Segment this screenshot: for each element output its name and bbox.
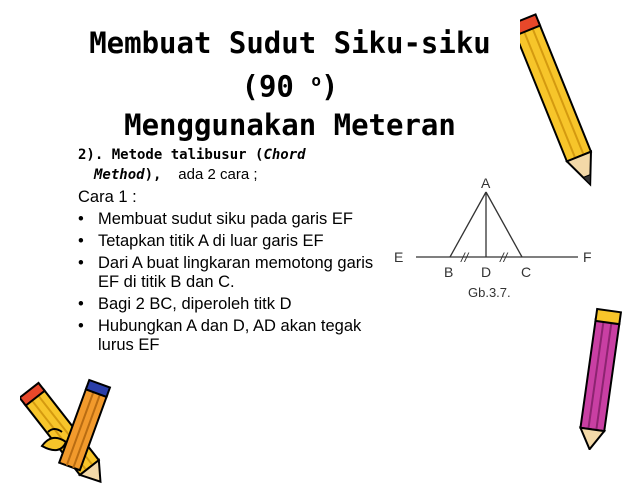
cara-label: Cara 1 :: [78, 188, 137, 206]
title-degree-symbol: o: [311, 71, 322, 90]
list-item: [78, 210, 378, 229]
list-item: [78, 317, 378, 355]
list-item: [78, 254, 378, 292]
list-item-text: Hubungkan A dan D, AD akan tegak lurus EF: [98, 317, 362, 354]
list-item: [78, 232, 378, 251]
method-name-italic-2: Method: [94, 167, 145, 183]
method-count: ada 2 cara ;: [178, 166, 258, 183]
method-heading: [78, 146, 378, 165]
list-item-text: Membuat sudut siku pada garis EF: [98, 210, 353, 228]
method-number: 2). Metode talibusur (: [78, 147, 264, 163]
label-a: A: [481, 175, 491, 191]
method-heading-line-2: [78, 165, 378, 185]
pencil-top-right-icon: [520, 12, 600, 202]
bullet-marker: •: [78, 210, 84, 228]
segment-ac: [486, 192, 522, 257]
figure-caption: Gb.3.7.: [468, 285, 511, 300]
steps-list: [78, 210, 378, 355]
pencil-bottom-right-icon: [570, 300, 630, 450]
bullet-marker: •: [78, 295, 84, 313]
method-name-italic-1: Chord: [263, 147, 306, 163]
bullet-marker: •: [78, 254, 84, 272]
segment-ab: [450, 192, 486, 257]
list-item: [78, 295, 378, 314]
label-c: C: [521, 264, 532, 280]
title-angle-value: (90: [241, 69, 294, 104]
label-e: E: [394, 249, 404, 265]
title-line-3: Menggunakan Meteran: [124, 107, 456, 142]
method-name-close: ),: [144, 167, 162, 183]
label-f: F: [583, 249, 592, 265]
title-line-1: Membuat Sudut Siku-siku: [89, 26, 491, 60]
slide-title: [60, 24, 520, 144]
label-b: B: [444, 264, 454, 280]
tick-mark-left: //: [461, 250, 469, 265]
title-line-2: [60, 62, 520, 106]
title-close-paren: ): [321, 69, 339, 104]
list-item-text: Bagi 2 BC, diperoleh titk D: [98, 295, 292, 313]
list-item-text: Tetapkan titik A di luar garis EF: [98, 232, 324, 250]
bullet-marker: •: [78, 317, 84, 335]
list-item-text: Dari A buat lingkaran memotong garis EF di titik B dan C.: [98, 254, 374, 291]
slide-body: [78, 146, 378, 355]
bullet-marker: •: [78, 232, 84, 250]
label-d: D: [481, 264, 492, 280]
tick-mark-right: //: [500, 250, 508, 265]
pencils-bottom-left-icon: [20, 368, 130, 488]
